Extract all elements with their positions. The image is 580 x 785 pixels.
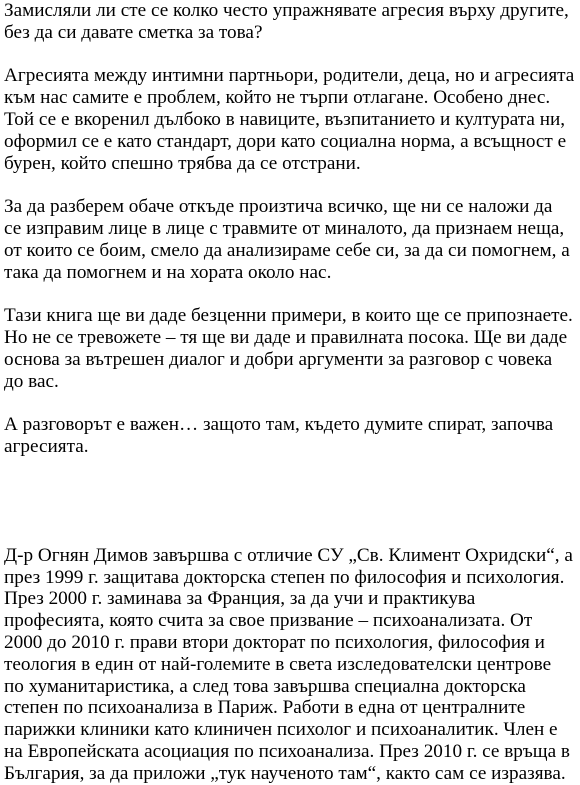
author-bio: [4, 545, 578, 785]
text-line: А разговорът е важен… защото там, където думите спират, започва: [4, 414, 554, 436]
text-line: през 1999 г. защитава докторска степен по философия и психология.: [4, 566, 565, 588]
text-line: парижки клиники като клиничен психолог и психоаналитик. Член е: [4, 719, 558, 741]
text-line: През 2000 г. заминава за Франция, за да учи и практикува: [4, 588, 476, 610]
text-line: на Европейската асоциация по психоанализа. През 2010 г. се връща в: [4, 740, 570, 762]
text-line: Замисляли ли сте се колко често упражнявате агресия върху другите,: [4, 0, 569, 21]
text-line: агресията.: [4, 435, 89, 457]
text-line: професията, която счита за свое призвание – психоанализата. От: [4, 610, 533, 632]
text-line: до вас.: [4, 370, 59, 392]
text-line: се изправим лице в лице с травмите от миналото, да признаем неща,: [4, 217, 565, 239]
book-back-cover-text: [4, 0, 578, 785]
text-line: основа за вътрешен диалог и добри аргументи за разговор с човека: [4, 348, 553, 370]
text-line: За да разберем обаче откъде произтича всичко, ще ни се наложи да: [4, 196, 553, 218]
text-line: така да помогнем и на хората около нас.: [4, 261, 332, 283]
text-line: Д-р Огнян Димов завършва с отличие СУ „Св. Климент Охридски“, а: [4, 544, 573, 566]
text-line: оформил се е като стандарт, дори като социална норма, а всъщност е: [4, 130, 567, 152]
intro-paragraph-conversation: [4, 414, 578, 458]
intro-paragraph-aggression: [4, 65, 578, 174]
text-line: Той се е вкоренил дълбоко в навиците, възпитанието и културата ни,: [4, 108, 566, 130]
text-line: бурен, който спешно трябва да се отстрани.: [4, 152, 361, 174]
text-line: без да си давате сметка за това?: [4, 21, 263, 43]
text-line: България, за да приложи „тук наученото там“, както сам се изразява.: [4, 762, 566, 784]
text-line: Тази книга ще ви даде безценни примери, в които ще се припознаете.: [4, 305, 573, 327]
intro-paragraph-book: [4, 305, 578, 392]
text-line: по хуманитаристика, а след това завършва специална докторска: [4, 675, 526, 697]
text-line: Агресията между интимни партньори, родители, деца, но и агресията: [4, 65, 575, 87]
intro-paragraph-understanding: [4, 196, 578, 283]
text-line: степен по психоанализа в Париж. Работи в една от централните: [4, 697, 526, 719]
text-line: Но не се тревожете – тя ще ви даде и правилната посока. Ще ви даде: [4, 326, 568, 348]
text-line: теология в един от най-големите в света изследователски центрове: [4, 653, 552, 675]
text-line: към нас самите е проблем, който не търпи отлагане. Особено днес.: [4, 87, 551, 109]
text-line: 2000 до 2010 г. прави втори докторат по психология, философия и: [4, 631, 545, 653]
text-line: от които се боим, смело да анализираме себе си, за да си помогнем, а: [4, 239, 570, 261]
intro-paragraph-question: [4, 0, 578, 44]
